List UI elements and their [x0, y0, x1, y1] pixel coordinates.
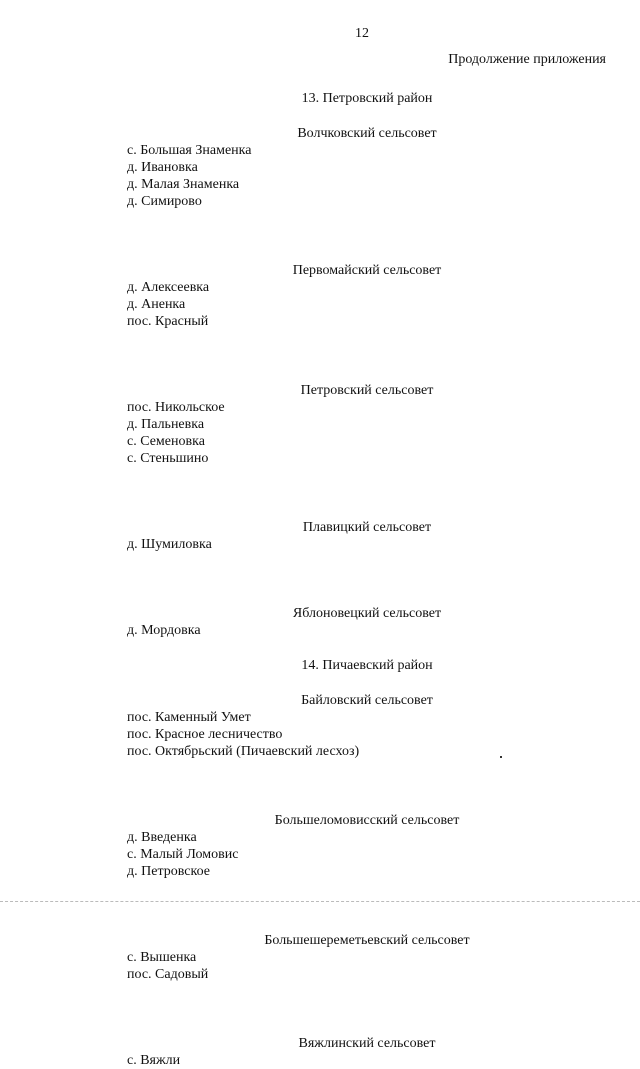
settlement-item: д. Пальневка — [127, 417, 205, 432]
settlement-item: с. Стеньшино — [127, 451, 209, 466]
document-body — [127, 90, 597, 1069]
settlement-list — [127, 949, 597, 983]
settlement-item: д. Малая Знаменка — [127, 177, 240, 192]
settlement-item: пос. Красное лесничество — [127, 727, 283, 742]
settlement-list — [127, 536, 597, 553]
settlement-item: пос. Каменный Умет — [127, 710, 251, 725]
district-title: 14. Пичаевский район — [301, 658, 433, 673]
settlement-item: с. Семеновка — [127, 434, 205, 449]
settlement-list — [127, 142, 597, 210]
settlement-list — [127, 399, 597, 467]
settlement-item: д. Алексеевка — [127, 280, 210, 295]
settlement-item: д. Ивановка — [127, 160, 198, 175]
council-heading: Яблоновецкий сельсовет — [292, 606, 442, 621]
settlement-item: д. Мордовка — [127, 623, 201, 638]
settlement-list — [127, 1052, 597, 1069]
council-heading: Байловский сельсовет — [301, 693, 433, 708]
settlement-item: д. Симирово — [127, 194, 202, 209]
appendix-note: Продолжение приложения — [448, 52, 606, 67]
scan-speck — [500, 756, 502, 758]
council-heading: Плавицкий сельсовет — [302, 520, 432, 535]
council-heading: Большешереметьевский сельсовет — [264, 933, 470, 948]
settlement-item: д. Шумиловка — [127, 537, 212, 552]
settlement-list — [127, 622, 597, 639]
settlement-item: д. Аненка — [127, 297, 186, 312]
settlement-item: пос. Октябрьский (Пичаевский лесхоз) — [127, 744, 360, 759]
council-heading: Петровский сельсовет — [300, 383, 434, 398]
settlement-item: пос. Садовый — [127, 967, 209, 982]
settlement-list — [127, 709, 597, 760]
settlement-item: с. Малый Ломовис — [127, 847, 239, 862]
page-number: 12 — [355, 26, 369, 41]
council-heading: Вяжлинский сельсовет — [298, 1036, 436, 1051]
settlement-item: д. Петровское — [127, 864, 210, 879]
district-title: 13. Петровский район — [301, 91, 433, 106]
council-heading: Большеломовисский сельсовет — [274, 813, 460, 828]
settlement-item: пос. Никольское — [127, 400, 225, 415]
settlement-item: пос. Красный — [127, 314, 209, 329]
settlement-item: с. Вышенка — [127, 950, 197, 965]
footer-rule — [0, 901, 640, 902]
settlement-item: с. Большая Знаменка — [127, 143, 252, 158]
settlement-item: д. Введенка — [127, 830, 197, 845]
settlement-list — [127, 279, 597, 330]
council-heading: Волчковский сельсовет — [297, 126, 437, 141]
settlement-item: с. Вяжли — [127, 1053, 181, 1068]
settlement-list — [127, 829, 597, 880]
council-heading: Первомайский сельсовет — [292, 263, 442, 278]
